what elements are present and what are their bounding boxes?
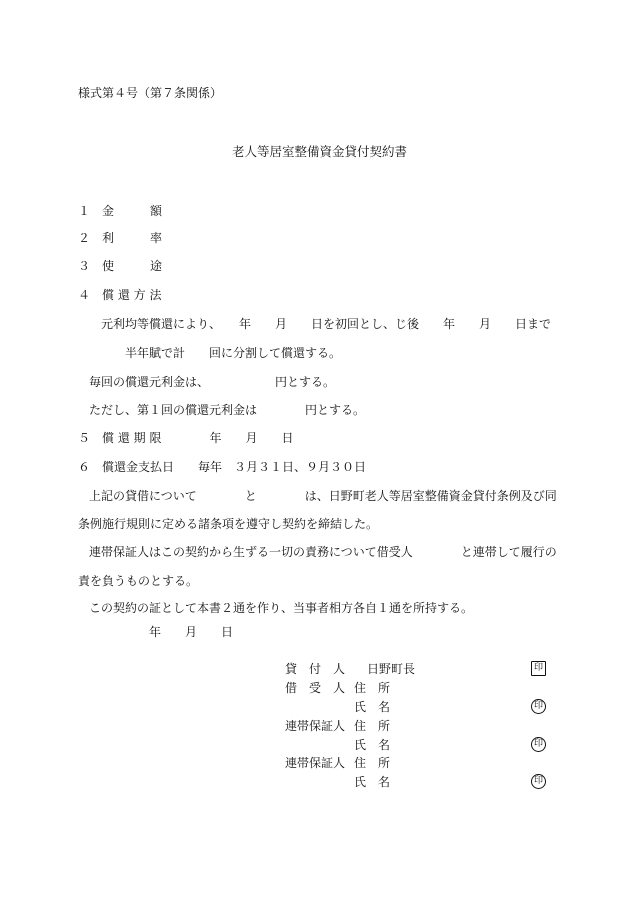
lender-name: 日野町長 — [367, 662, 416, 676]
body-p1-line1: 上記の貸借について と は、日野町老人等居室整備資金貸付条例及び同 — [89, 489, 557, 503]
borrower-address-label: 住 所 — [354, 681, 391, 695]
guarantor1-name-label: 氏 名 — [354, 738, 391, 752]
contract-date: 年 月 日 — [149, 625, 234, 639]
guarantor2-role: 連帯保証人 — [285, 756, 346, 770]
method-line-3: 毎回の償還元利金は、 円とする。 — [89, 375, 336, 389]
lender-role: 貸 付 人 — [285, 662, 346, 676]
item-method: ４ 償 還 方 法 — [78, 288, 162, 302]
document-title: 老人等居室整備資金貸付契約書 — [232, 144, 408, 159]
item-payment-day: ６ 償還金支払日 毎年 ３月３１日、９月３０日 — [78, 460, 367, 474]
method-line-1: 元利均等償還により、 年 月 日を初回とし、じ後 年 月 日まで — [101, 317, 552, 331]
body-p3: この契約の証として本書２通を作り、当事者相方各自１通を所持する。 — [89, 601, 474, 615]
method-line-4: ただし、第１回の償還元利金は 円とする。 — [89, 403, 366, 417]
guarantor2-seal: 印 — [531, 774, 546, 789]
body-p2-line1: 連帯保証人はこの契約から生ずる一切の責務について借受人 と連帯して履行の — [89, 545, 557, 559]
guarantor1-role: 連帯保証人 — [285, 719, 346, 733]
item-rate: ２ 利 率 — [78, 231, 163, 245]
guarantor1-seal: 印 — [531, 737, 546, 752]
body-p1-line2: 条例施行規則に定める諸条項を遵守し契約を締結した。 — [78, 517, 379, 531]
borrower-role: 借 受 人 — [285, 681, 346, 695]
guarantor2-address-label: 住 所 — [354, 756, 391, 770]
item-amount: １ 金 額 — [78, 204, 163, 218]
lender-seal: 印 — [531, 661, 546, 676]
body-p2-line2: 責を負うものとする。 — [78, 574, 199, 588]
item-deadline: ５ 償 還 期 限 年 月 日 — [78, 431, 294, 445]
method-line-2: 半年賦で計 回に分割して償還する。 — [125, 346, 342, 360]
guarantor2-name-label: 氏 名 — [354, 775, 391, 789]
item-purpose: ３ 使 途 — [78, 259, 163, 273]
borrower-name-label: 氏 名 — [354, 700, 391, 714]
borrower-seal: 印 — [531, 699, 546, 714]
form-label: 様式第４号（第７条関係） — [78, 86, 223, 100]
guarantor1-address-label: 住 所 — [354, 719, 391, 733]
